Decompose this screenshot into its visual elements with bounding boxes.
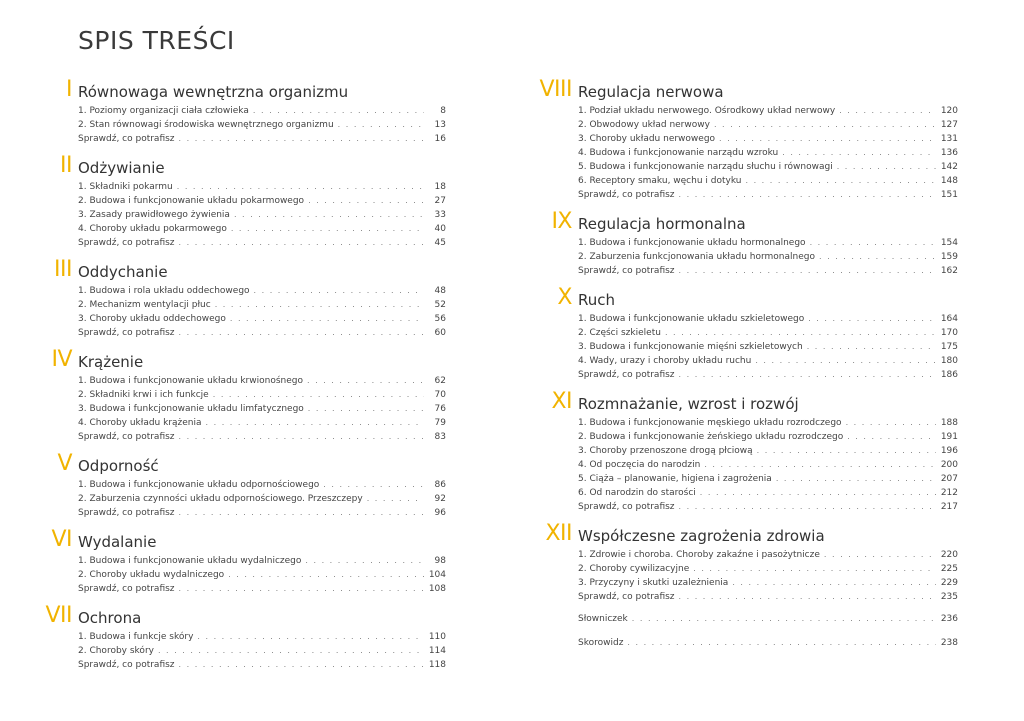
- page-number: 151: [940, 190, 958, 200]
- dot-leader: [179, 658, 424, 672]
- toc-entry[interactable]: [578, 188, 958, 202]
- page-number: 175: [940, 342, 958, 352]
- dot-leader: [206, 416, 424, 430]
- dot-leader: [179, 582, 424, 596]
- chapter-heading[interactable]: [26, 348, 446, 372]
- entry-list: [78, 374, 446, 444]
- page-number: 98: [434, 556, 446, 566]
- dot-leader: [627, 636, 936, 650]
- dot-leader: [179, 430, 424, 444]
- dot-leader: [679, 264, 936, 278]
- entry-label: 1. Poziomy organizacji ciała człowieka: [78, 106, 249, 116]
- entry-label: 2. Mechanizm wentylacji płuc: [78, 300, 211, 310]
- toc-entry[interactable]: [578, 118, 958, 132]
- page-number: 235: [940, 592, 958, 602]
- entry-label: 1. Budowa i funkcjonowanie męskiego układu rozrodczego: [578, 418, 842, 428]
- chapter-section: [526, 210, 958, 278]
- chapter-number: IX: [551, 209, 572, 234]
- toc-entry[interactable]: [578, 636, 958, 650]
- chapter-number: V: [57, 451, 72, 476]
- chapter-number: XII: [545, 521, 572, 546]
- chapter-number: X: [557, 285, 572, 310]
- dot-leader: [632, 612, 936, 626]
- page-title: SPIS TREŚCI: [78, 26, 235, 55]
- entry-label: Sprawdź, co potrafisz: [578, 370, 675, 380]
- dot-leader: [179, 326, 424, 340]
- chapter-heading[interactable]: [26, 154, 446, 178]
- entry-label: Sprawdź, co potrafisz: [578, 190, 675, 200]
- chapter-heading[interactable]: [526, 286, 958, 310]
- toc-entry[interactable]: [78, 208, 446, 222]
- dot-leader: [308, 402, 424, 416]
- chapter-number: VII: [45, 603, 72, 628]
- toc-entry[interactable]: [78, 630, 446, 644]
- chapter-number: I: [66, 77, 72, 102]
- page-number: 18: [434, 182, 446, 192]
- dot-leader: [810, 236, 936, 250]
- entry-list: [578, 104, 958, 202]
- dot-leader: [679, 590, 936, 604]
- toc-entry[interactable]: [78, 644, 446, 658]
- page-number: 45: [434, 238, 446, 248]
- entry-label: 2. Choroby układu wydalniczego: [78, 570, 225, 580]
- page-number: 108: [428, 584, 446, 594]
- page-number: 60: [434, 328, 446, 338]
- toc-entry[interactable]: [578, 354, 958, 368]
- chapter-title: Krążenie: [78, 353, 144, 371]
- toc-entry[interactable]: [578, 146, 958, 160]
- page-number: 220: [940, 550, 958, 560]
- entry-label: Sprawdź, co potrafisz: [578, 502, 675, 512]
- page-number: 110: [428, 632, 446, 642]
- dot-leader: [215, 298, 424, 312]
- appendix-list: [578, 612, 958, 650]
- entry-label: Sprawdź, co potrafisz: [78, 238, 175, 248]
- page-number: 86: [434, 480, 446, 490]
- chapter-title: Oddychanie: [78, 263, 168, 281]
- dot-leader: [808, 312, 936, 326]
- dot-leader: [305, 554, 424, 568]
- dot-leader: [307, 374, 424, 388]
- toc-entry[interactable]: [578, 458, 958, 472]
- page-number: 136: [940, 148, 958, 158]
- page-number: 207: [940, 474, 958, 484]
- page-number: 16: [434, 134, 446, 144]
- dot-leader: [228, 568, 424, 582]
- toc-entry[interactable]: [78, 180, 446, 194]
- chapter-section: [526, 522, 958, 604]
- entry-list: [78, 180, 446, 250]
- entry-label: 1. Budowa i funkcjonowanie układu krwionośnego: [78, 376, 303, 386]
- page-number: 186: [940, 370, 958, 380]
- dot-leader: [732, 576, 936, 590]
- toc-entry[interactable]: [578, 416, 958, 430]
- entry-label: 5. Ciąża – planowanie, higiena i zagrożenia: [578, 474, 772, 484]
- entry-label: 3. Choroby układu oddechowego: [78, 314, 226, 324]
- toc-entry[interactable]: [78, 194, 446, 208]
- toc-entry[interactable]: [78, 298, 446, 312]
- chapter-title: Równowaga wewnętrzna organizmu: [78, 83, 349, 101]
- dot-leader: [776, 472, 936, 486]
- toc-entry[interactable]: [78, 312, 446, 326]
- toc-entry[interactable]: [578, 264, 958, 278]
- toc-entry[interactable]: [578, 612, 958, 626]
- page-number: 96: [434, 508, 446, 518]
- page-number: 83: [434, 432, 446, 442]
- toc-entry[interactable]: [578, 326, 958, 340]
- page-number: 159: [940, 252, 958, 262]
- entry-label: 1. Budowa i funkcje skóry: [78, 632, 194, 642]
- dot-leader: [230, 312, 424, 326]
- chapter-heading[interactable]: [26, 78, 446, 102]
- page-number: 13: [434, 120, 446, 130]
- dot-leader: [254, 284, 424, 298]
- dot-leader: [177, 180, 424, 194]
- entry-list: [78, 284, 446, 340]
- entry-label: 2. Budowa i funkcjonowanie układu pokarmowego: [78, 196, 305, 206]
- dot-leader: [824, 548, 936, 562]
- entry-label: 2. Składniki krwi i ich funkcje: [78, 390, 209, 400]
- entry-label: Słowniczek: [578, 614, 628, 624]
- toc-entry[interactable]: [78, 554, 446, 568]
- chapter-number: XI: [551, 389, 572, 414]
- entry-label: 2. Budowa i funkcjonowanie żeńskiego układu rozrodczego: [578, 432, 844, 442]
- toc-right-column: [526, 78, 958, 650]
- dot-leader: [679, 368, 936, 382]
- toc-entry[interactable]: [78, 104, 446, 118]
- page-number: 170: [940, 328, 958, 338]
- page-number: 188: [940, 418, 958, 428]
- dot-leader: [755, 354, 936, 368]
- page-number: 196: [940, 446, 958, 456]
- chapter-section: [26, 528, 446, 596]
- entry-label: 4. Wady, urazy i choroby układu ruchu: [578, 356, 752, 366]
- entry-list: [578, 312, 958, 382]
- chapter-number: IV: [51, 347, 72, 372]
- dot-leader: [782, 146, 936, 160]
- toc-entry[interactable]: [78, 430, 446, 444]
- chapter-section: [26, 154, 446, 250]
- entry-label: 6. Od narodzin do starości: [578, 488, 696, 498]
- toc-entry[interactable]: [78, 222, 446, 236]
- chapter-section: [26, 452, 446, 520]
- dot-leader: [179, 506, 424, 520]
- toc-entry[interactable]: [578, 486, 958, 500]
- chapter-title: Regulacja nerwowa: [578, 83, 724, 101]
- toc-entry[interactable]: [78, 326, 446, 340]
- chapter-heading[interactable]: [526, 78, 958, 102]
- dot-leader: [704, 458, 936, 472]
- entry-list: [578, 416, 958, 514]
- page-number: 33: [434, 210, 446, 220]
- dot-leader: [323, 478, 424, 492]
- toc-entry[interactable]: [78, 568, 446, 582]
- toc-entry[interactable]: [578, 340, 958, 354]
- page-number: 200: [940, 460, 958, 470]
- chapter-heading[interactable]: [526, 210, 958, 234]
- chapter-title: Odżywianie: [78, 159, 165, 177]
- entry-label: 2. Zaburzenia funkcjonowania układu hormonalnego: [578, 252, 815, 262]
- toc-entry[interactable]: [78, 402, 446, 416]
- toc-entry[interactable]: [578, 104, 958, 118]
- page-number: 180: [940, 356, 958, 366]
- entry-label: Sprawdź, co potrafisz: [578, 592, 675, 602]
- entry-label: Sprawdź, co potrafisz: [78, 660, 175, 670]
- dot-leader: [819, 250, 936, 264]
- dot-leader: [253, 104, 424, 118]
- dot-leader: [367, 492, 424, 506]
- page-number: 40: [434, 224, 446, 234]
- page-number: 92: [434, 494, 446, 504]
- dot-leader: [679, 500, 936, 514]
- dot-leader: [807, 340, 936, 354]
- entry-label: Sprawdź, co potrafisz: [78, 328, 175, 338]
- dot-leader: [197, 630, 424, 644]
- toc-entry[interactable]: [78, 132, 446, 146]
- chapter-section: [526, 390, 958, 514]
- chapter-heading[interactable]: [26, 258, 446, 282]
- dot-leader: [231, 222, 424, 236]
- entry-list: [578, 236, 958, 278]
- toc-entry[interactable]: [578, 444, 958, 458]
- page-number: 217: [940, 502, 958, 512]
- page-number: 118: [428, 660, 446, 670]
- dot-leader: [158, 644, 424, 658]
- entry-label: 1. Budowa i funkcjonowanie układu szkieletowego: [578, 314, 805, 324]
- page-number: 70: [434, 390, 446, 400]
- entry-label: 3. Przyczyny i skutki uzależnienia: [578, 578, 729, 588]
- chapter-title: Współczesne zagrożenia zdrowia: [578, 527, 825, 545]
- dot-leader: [693, 562, 936, 576]
- toc-entry[interactable]: [78, 506, 446, 520]
- chapter-section: [26, 604, 446, 672]
- toc-entry[interactable]: [578, 368, 958, 382]
- toc-entry[interactable]: [578, 548, 958, 562]
- entry-label: Sprawdź, co potrafisz: [78, 508, 175, 518]
- chapter-title: Odporność: [78, 457, 159, 475]
- page-number: 127: [940, 120, 958, 130]
- chapter-heading[interactable]: [526, 390, 958, 414]
- dot-leader: [308, 194, 424, 208]
- toc-entry[interactable]: [578, 160, 958, 174]
- chapter-heading[interactable]: [526, 522, 958, 546]
- chapter-section: [526, 78, 958, 202]
- page-number: 114: [428, 646, 446, 656]
- entry-label: Sprawdź, co potrafisz: [78, 432, 175, 442]
- dot-leader: [179, 236, 424, 250]
- toc-entry[interactable]: [78, 478, 446, 492]
- toc-entry[interactable]: [78, 284, 446, 298]
- page-number: 52: [434, 300, 446, 310]
- entry-list: [78, 104, 446, 146]
- dot-leader: [757, 444, 936, 458]
- entry-label: 1. Budowa i funkcjonowanie układu wydalniczego: [78, 556, 302, 566]
- dot-leader: [338, 118, 424, 132]
- toc-entry[interactable]: [578, 590, 958, 604]
- dot-leader: [839, 104, 936, 118]
- entry-list: [78, 630, 446, 672]
- entry-label: 3. Zasady prawidłowego żywienia: [78, 210, 230, 220]
- dot-leader: [846, 416, 936, 430]
- chapter-section: [26, 258, 446, 340]
- entry-label: 1. Budowa i funkcjonowanie układu odpornościowego: [78, 480, 320, 490]
- page-number: 148: [940, 176, 958, 186]
- chapter-title: Ochrona: [78, 609, 142, 627]
- entry-label: 1. Budowa i funkcjonowanie układu hormonalnego: [578, 238, 806, 248]
- chapter-number: III: [54, 257, 72, 282]
- entry-label: 4. Choroby układu pokarmowego: [78, 224, 227, 234]
- chapter-heading[interactable]: [26, 528, 446, 552]
- page-number: 154: [940, 238, 958, 248]
- chapter-number: II: [60, 153, 72, 178]
- entry-label: 1. Składniki pokarmu: [78, 182, 173, 192]
- entry-label: Sprawdź, co potrafisz: [578, 266, 675, 276]
- entry-label: 3. Budowa i funkcjonowanie układu limfatycznego: [78, 404, 304, 414]
- toc-entry[interactable]: [578, 174, 958, 188]
- entry-list: [578, 548, 958, 604]
- toc-entry[interactable]: [578, 576, 958, 590]
- page-number: 62: [434, 376, 446, 386]
- page-number: 212: [940, 488, 958, 498]
- toc-entry[interactable]: [78, 582, 446, 596]
- toc-entry[interactable]: [78, 416, 446, 430]
- entry-label: 2. Choroby cywilizacyjne: [578, 564, 690, 574]
- toc-entry[interactable]: [78, 118, 446, 132]
- entry-label: Skorowidz: [578, 638, 624, 648]
- toc-entry[interactable]: [578, 250, 958, 264]
- toc-entry[interactable]: [78, 658, 446, 672]
- dot-leader: [745, 174, 936, 188]
- toc-entry[interactable]: [578, 132, 958, 146]
- dot-leader: [665, 326, 936, 340]
- entry-label: 1. Podział układu nerwowego. Ośrodkowy układ nerwowy: [578, 106, 836, 116]
- page-number: 8: [440, 106, 446, 116]
- entry-label: 2. Zaburzenia czynności układu odpornościowego. Przeszczepy: [78, 494, 363, 504]
- page-number: 229: [940, 578, 958, 588]
- entry-label: 2. Stan równowagi środowiska wewnętrznego organizmu: [78, 120, 334, 130]
- chapter-section: [526, 286, 958, 382]
- page-number: 142: [940, 162, 958, 172]
- page-number: 27: [434, 196, 446, 206]
- page-number: 48: [434, 286, 446, 296]
- chapter-title: Ruch: [578, 291, 616, 309]
- toc-left-column: [26, 78, 446, 680]
- toc-entry[interactable]: [578, 500, 958, 514]
- chapter-number: VIII: [539, 77, 572, 102]
- toc-entry[interactable]: [578, 312, 958, 326]
- dot-leader: [679, 188, 936, 202]
- page-number: 120: [940, 106, 958, 116]
- dot-leader: [234, 208, 424, 222]
- toc-entry[interactable]: [78, 388, 446, 402]
- entry-label: 5. Budowa i funkcjonowanie narządu słuchu i równowagi: [578, 162, 833, 172]
- dot-leader: [719, 132, 936, 146]
- entry-label: 3. Budowa i funkcjonowanie mięśni szkieletowych: [578, 342, 803, 352]
- toc-entry[interactable]: [78, 236, 446, 250]
- entry-label: 4. Choroby układu krążenia: [78, 418, 202, 428]
- entry-label: 2. Choroby skóry: [78, 646, 154, 656]
- entry-label: 4. Budowa i funkcjonowanie narządu wzroku: [578, 148, 779, 158]
- page-number: 238: [940, 638, 958, 648]
- toc-entry[interactable]: [578, 430, 958, 444]
- page-number: 104: [428, 570, 446, 580]
- page-number: 131: [940, 134, 958, 144]
- dot-leader: [837, 160, 936, 174]
- entry-label: 3. Choroby układu nerwowego: [578, 134, 716, 144]
- entry-label: Sprawdź, co potrafisz: [78, 134, 175, 144]
- page-number: 225: [940, 564, 958, 574]
- page-number: 56: [434, 314, 446, 324]
- chapter-heading[interactable]: [26, 452, 446, 476]
- page-number: 162: [940, 266, 958, 276]
- entry-label: 1. Zdrowie i choroba. Choroby zakaźne i pasożytnicze: [578, 550, 820, 560]
- entry-label: 1. Budowa i rola układu oddechowego: [78, 286, 250, 296]
- entry-list: [78, 554, 446, 596]
- chapter-title: Wydalanie: [78, 533, 157, 551]
- chapter-title: Rozmnażanie, wzrost i rozwój: [578, 395, 799, 413]
- entry-label: 6. Receptory smaku, węchu i dotyku: [578, 176, 742, 186]
- entry-label: 3. Choroby przenoszone drogą płciową: [578, 446, 753, 456]
- page-number: 164: [940, 314, 958, 324]
- chapter-number: VI: [51, 527, 72, 552]
- chapter-title: Regulacja hormonalna: [578, 215, 746, 233]
- toc-entry[interactable]: [578, 472, 958, 486]
- dot-leader: [179, 132, 424, 146]
- page-number: 236: [940, 614, 958, 624]
- page-number: 79: [434, 418, 446, 428]
- toc-entry[interactable]: [578, 236, 958, 250]
- chapter-section: [26, 78, 446, 146]
- toc-entry[interactable]: [78, 492, 446, 506]
- chapter-heading[interactable]: [26, 604, 446, 628]
- dot-leader: [700, 486, 936, 500]
- entry-list: [78, 478, 446, 520]
- dot-leader: [714, 118, 936, 132]
- toc-entry[interactable]: [578, 562, 958, 576]
- chapter-section: [26, 348, 446, 444]
- toc-entry[interactable]: [78, 374, 446, 388]
- page-number: 76: [434, 404, 446, 414]
- dot-leader: [847, 430, 936, 444]
- page-number: 191: [940, 432, 958, 442]
- entry-label: 2. Części szkieletu: [578, 328, 661, 338]
- dot-leader: [213, 388, 424, 402]
- entry-label: 4. Od poczęcia do narodzin: [578, 460, 701, 470]
- entry-label: Sprawdź, co potrafisz: [78, 584, 175, 594]
- entry-label: 2. Obwodowy układ nerwowy: [578, 120, 710, 130]
